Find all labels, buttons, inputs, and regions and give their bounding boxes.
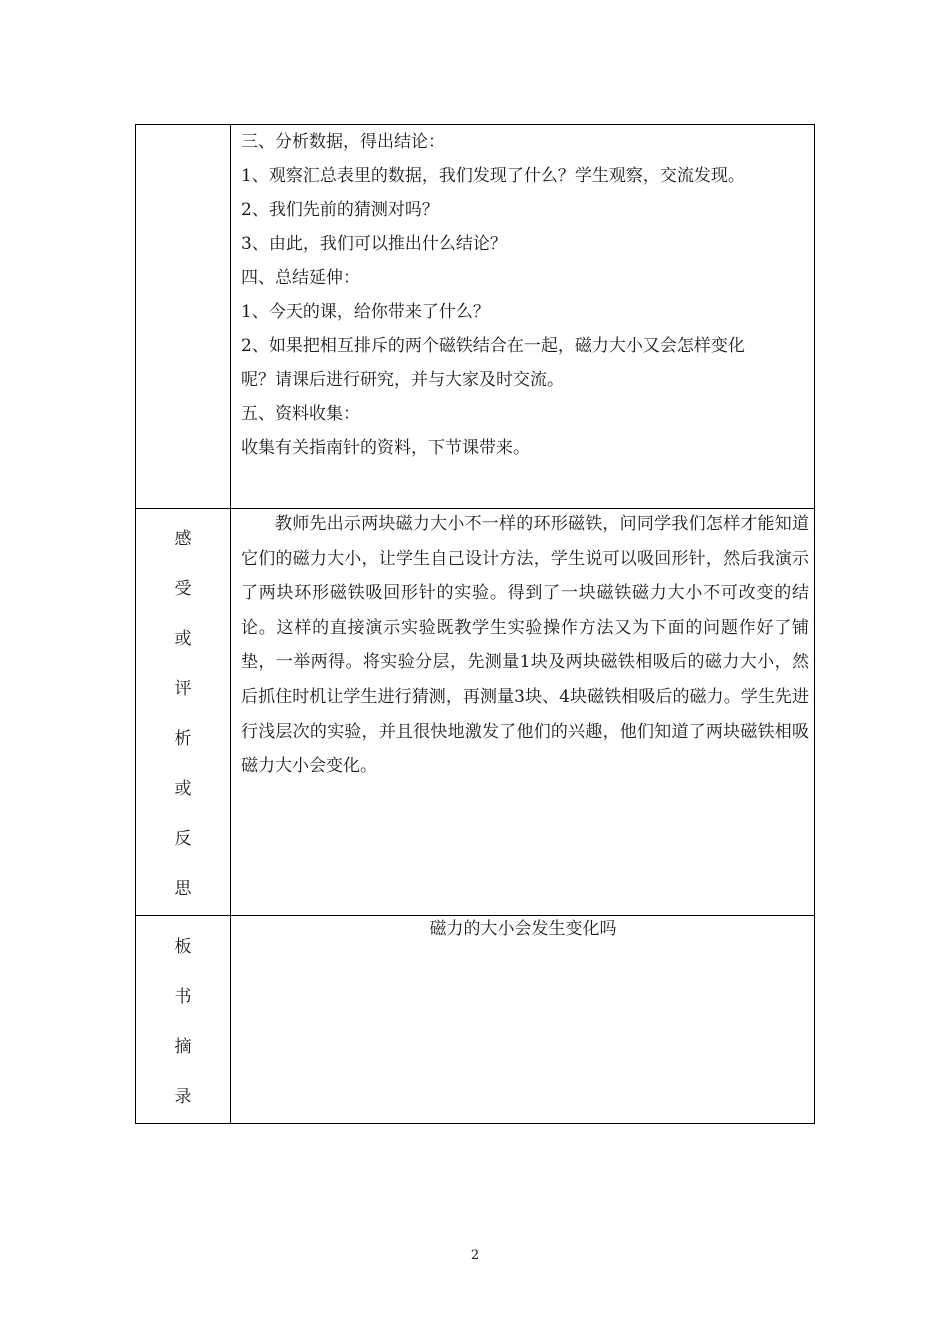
reflection-label-char: 受 xyxy=(174,579,192,599)
plan-line-1: 三、分析数据，得出结论： xyxy=(241,132,445,152)
plan-line-10: 收集有关指南针的资料，下节课带来。 xyxy=(241,438,530,458)
reflection-label-char: 思 xyxy=(174,879,192,899)
board-title: 磁力的大小会发生变化吗 xyxy=(429,919,617,939)
reflection-label-char: 析 xyxy=(174,729,192,749)
reflection-label-char: 或 xyxy=(174,629,192,649)
reflection-label xyxy=(136,514,230,914)
reflection-label-char: 感 xyxy=(174,529,192,549)
column-divider xyxy=(230,125,231,1123)
board-label xyxy=(136,922,230,1122)
plan-line-3: 2、我们先前的猜测对吗？ xyxy=(241,200,439,220)
reflection-label-char: 或 xyxy=(174,779,192,799)
board-label-char: 板 xyxy=(174,937,192,957)
page-number: 2 xyxy=(470,1248,480,1263)
plan-line-7: 2、如果把相互排斥的两个磁铁结合在一起，磁力大小又会怎样变化 xyxy=(241,336,745,356)
plan-line-2: 1、观察汇总表里的数据，我们发现了什么？学生观察，交流发现。 xyxy=(241,166,745,186)
plan-line-5: 四、总结延伸： xyxy=(241,268,360,288)
plan-line-9: 五、资料收集： xyxy=(241,404,360,424)
plan-line-8: 呢？请课后进行研究，并与大家及时交流。 xyxy=(241,370,564,390)
board-label-char: 摘 xyxy=(174,1037,192,1057)
lesson-plan-table xyxy=(135,124,815,1124)
board-label-char: 录 xyxy=(174,1087,192,1107)
reflection-label-char: 反 xyxy=(174,829,192,849)
plan-line-4: 3、由此，我们可以推出什么结论？ xyxy=(241,234,507,254)
board-label-char: 书 xyxy=(174,987,192,1007)
plan-line-6: 1、今天的课，给你带来了什么？ xyxy=(241,302,490,322)
reflection-text: 教师先出示两块磁力大小不一样的环形磁铁，问同学我们怎样才能知道它们的磁力大小，让学生自己设计方法，学生说可以吸回形针，然后我演示了两块环形磁铁吸回形针的实验。得到了一块磁铁磁力大小不可改变的结论。这样的直接演示实验既教学生实验操作方法又为下面的问题作好了铺垫，一举两得。将实验分层，先测量1块及两块磁铁相吸后的磁力大小，然后抓住时机让学生进行猜测，再测量3块、4块磁铁相吸后的磁力。学生先进行浅层次的实验，并且很快地激发了他们的兴趣，他们知道了两块磁铁相吸磁力大小会变化。 xyxy=(241,514,809,777)
reflection-label-char: 评 xyxy=(174,679,192,699)
